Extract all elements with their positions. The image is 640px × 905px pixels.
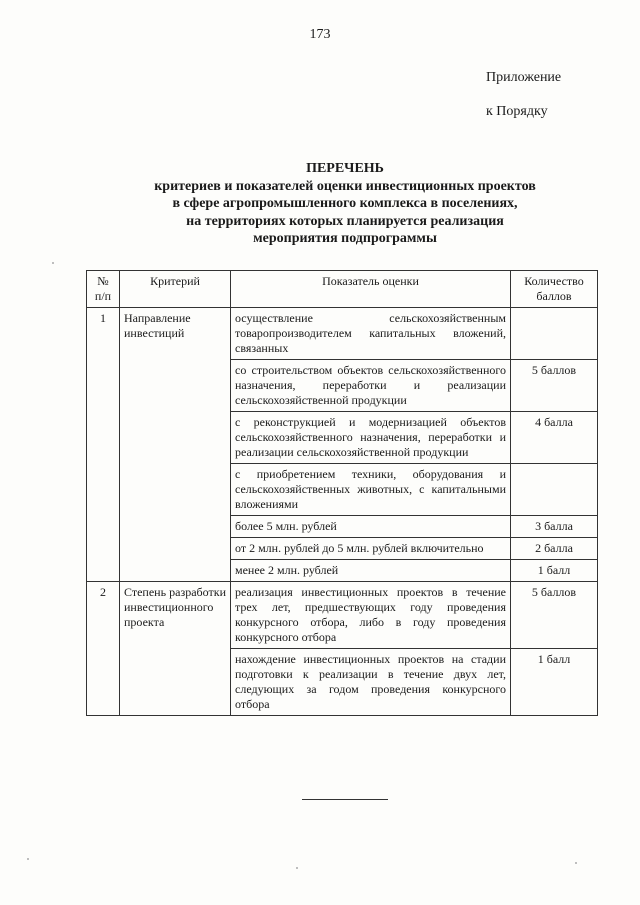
title-line-4: мероприятия подпрограммы <box>253 231 437 246</box>
indicator-cell: более 5 млн. рублей <box>231 516 511 538</box>
points-cell: 5 баллов <box>511 360 598 412</box>
points-cell: 3 балла <box>511 516 598 538</box>
header-criterion: Критерий <box>120 271 231 308</box>
title-line-2: в сфере агропромышленного комплекса в поселениях, <box>172 196 518 211</box>
title-heading: ПЕРЕЧЕНЬ <box>306 161 384 176</box>
scan-speck <box>27 858 29 860</box>
points-cell: 4 балла <box>511 412 598 464</box>
criterion-cell: Степень разработки инвестиционного проекта <box>120 582 231 716</box>
indicator-cell: со строительством объектов сельскохозяйственного назначения, переработки и реализации сельскохозяйственной продукции <box>231 360 511 412</box>
footnote-separator <box>302 799 388 800</box>
points-cell: 1 балл <box>511 649 598 716</box>
indicator-cell: с приобретением техники, оборудования и сельскохозяйственных животных, с капитальными вложениями <box>231 464 511 516</box>
appendix-line-1: Приложение <box>486 70 562 85</box>
appendix-line-2: к Порядку <box>486 104 548 119</box>
points-cell: 2 балла <box>511 538 598 560</box>
criteria-table <box>86 270 598 716</box>
scan-speck <box>575 862 577 864</box>
header-points: Количество баллов <box>511 271 598 308</box>
title-line-3: на территориях которых планируется реализация <box>186 213 504 229</box>
row-number: 1 <box>87 308 120 582</box>
criterion-cell: Направление инвестиций <box>120 308 231 582</box>
title-line-1: критериев и показателей оценки инвестиционных проектов <box>154 178 536 194</box>
header-num: № п/п <box>87 271 120 308</box>
table-header-row <box>87 271 598 308</box>
indicator-cell: осуществление сельскохозяйственным товаропроизводителем капитальных вложений, связанных <box>231 308 511 360</box>
indicator-cell: реализация инвестиционных проектов в течение трех лет, предшествующих году проведения конкурсного отбора, либо в году проведения конкурсного отбора <box>231 582 511 649</box>
table-row <box>87 582 598 649</box>
points-cell: 5 баллов <box>511 582 598 649</box>
page-number: 173 <box>309 27 331 42</box>
points-cell <box>511 308 598 360</box>
indicator-cell: от 2 млн. рублей до 5 млн. рублей включительно <box>231 538 511 560</box>
table-row <box>87 308 598 360</box>
points-cell: 1 балл <box>511 560 598 582</box>
scan-speck <box>296 867 298 869</box>
indicator-cell: с реконструкцией и модернизацией объектов сельскохозяйственного назначения, переработки и реализации сельскохозяйственной продукции <box>231 412 511 464</box>
row-number: 2 <box>87 582 120 716</box>
points-cell <box>511 464 598 516</box>
scan-speck <box>52 262 54 264</box>
document-title <box>100 160 590 248</box>
indicator-cell: менее 2 млн. рублей <box>231 560 511 582</box>
indicator-cell: нахождение инвестиционных проектов на стадии подготовки к реализации в течение двух лет, следующих за годом проведения конкурсного отбора <box>231 649 511 716</box>
header-indicator: Показатель оценки <box>231 271 511 308</box>
